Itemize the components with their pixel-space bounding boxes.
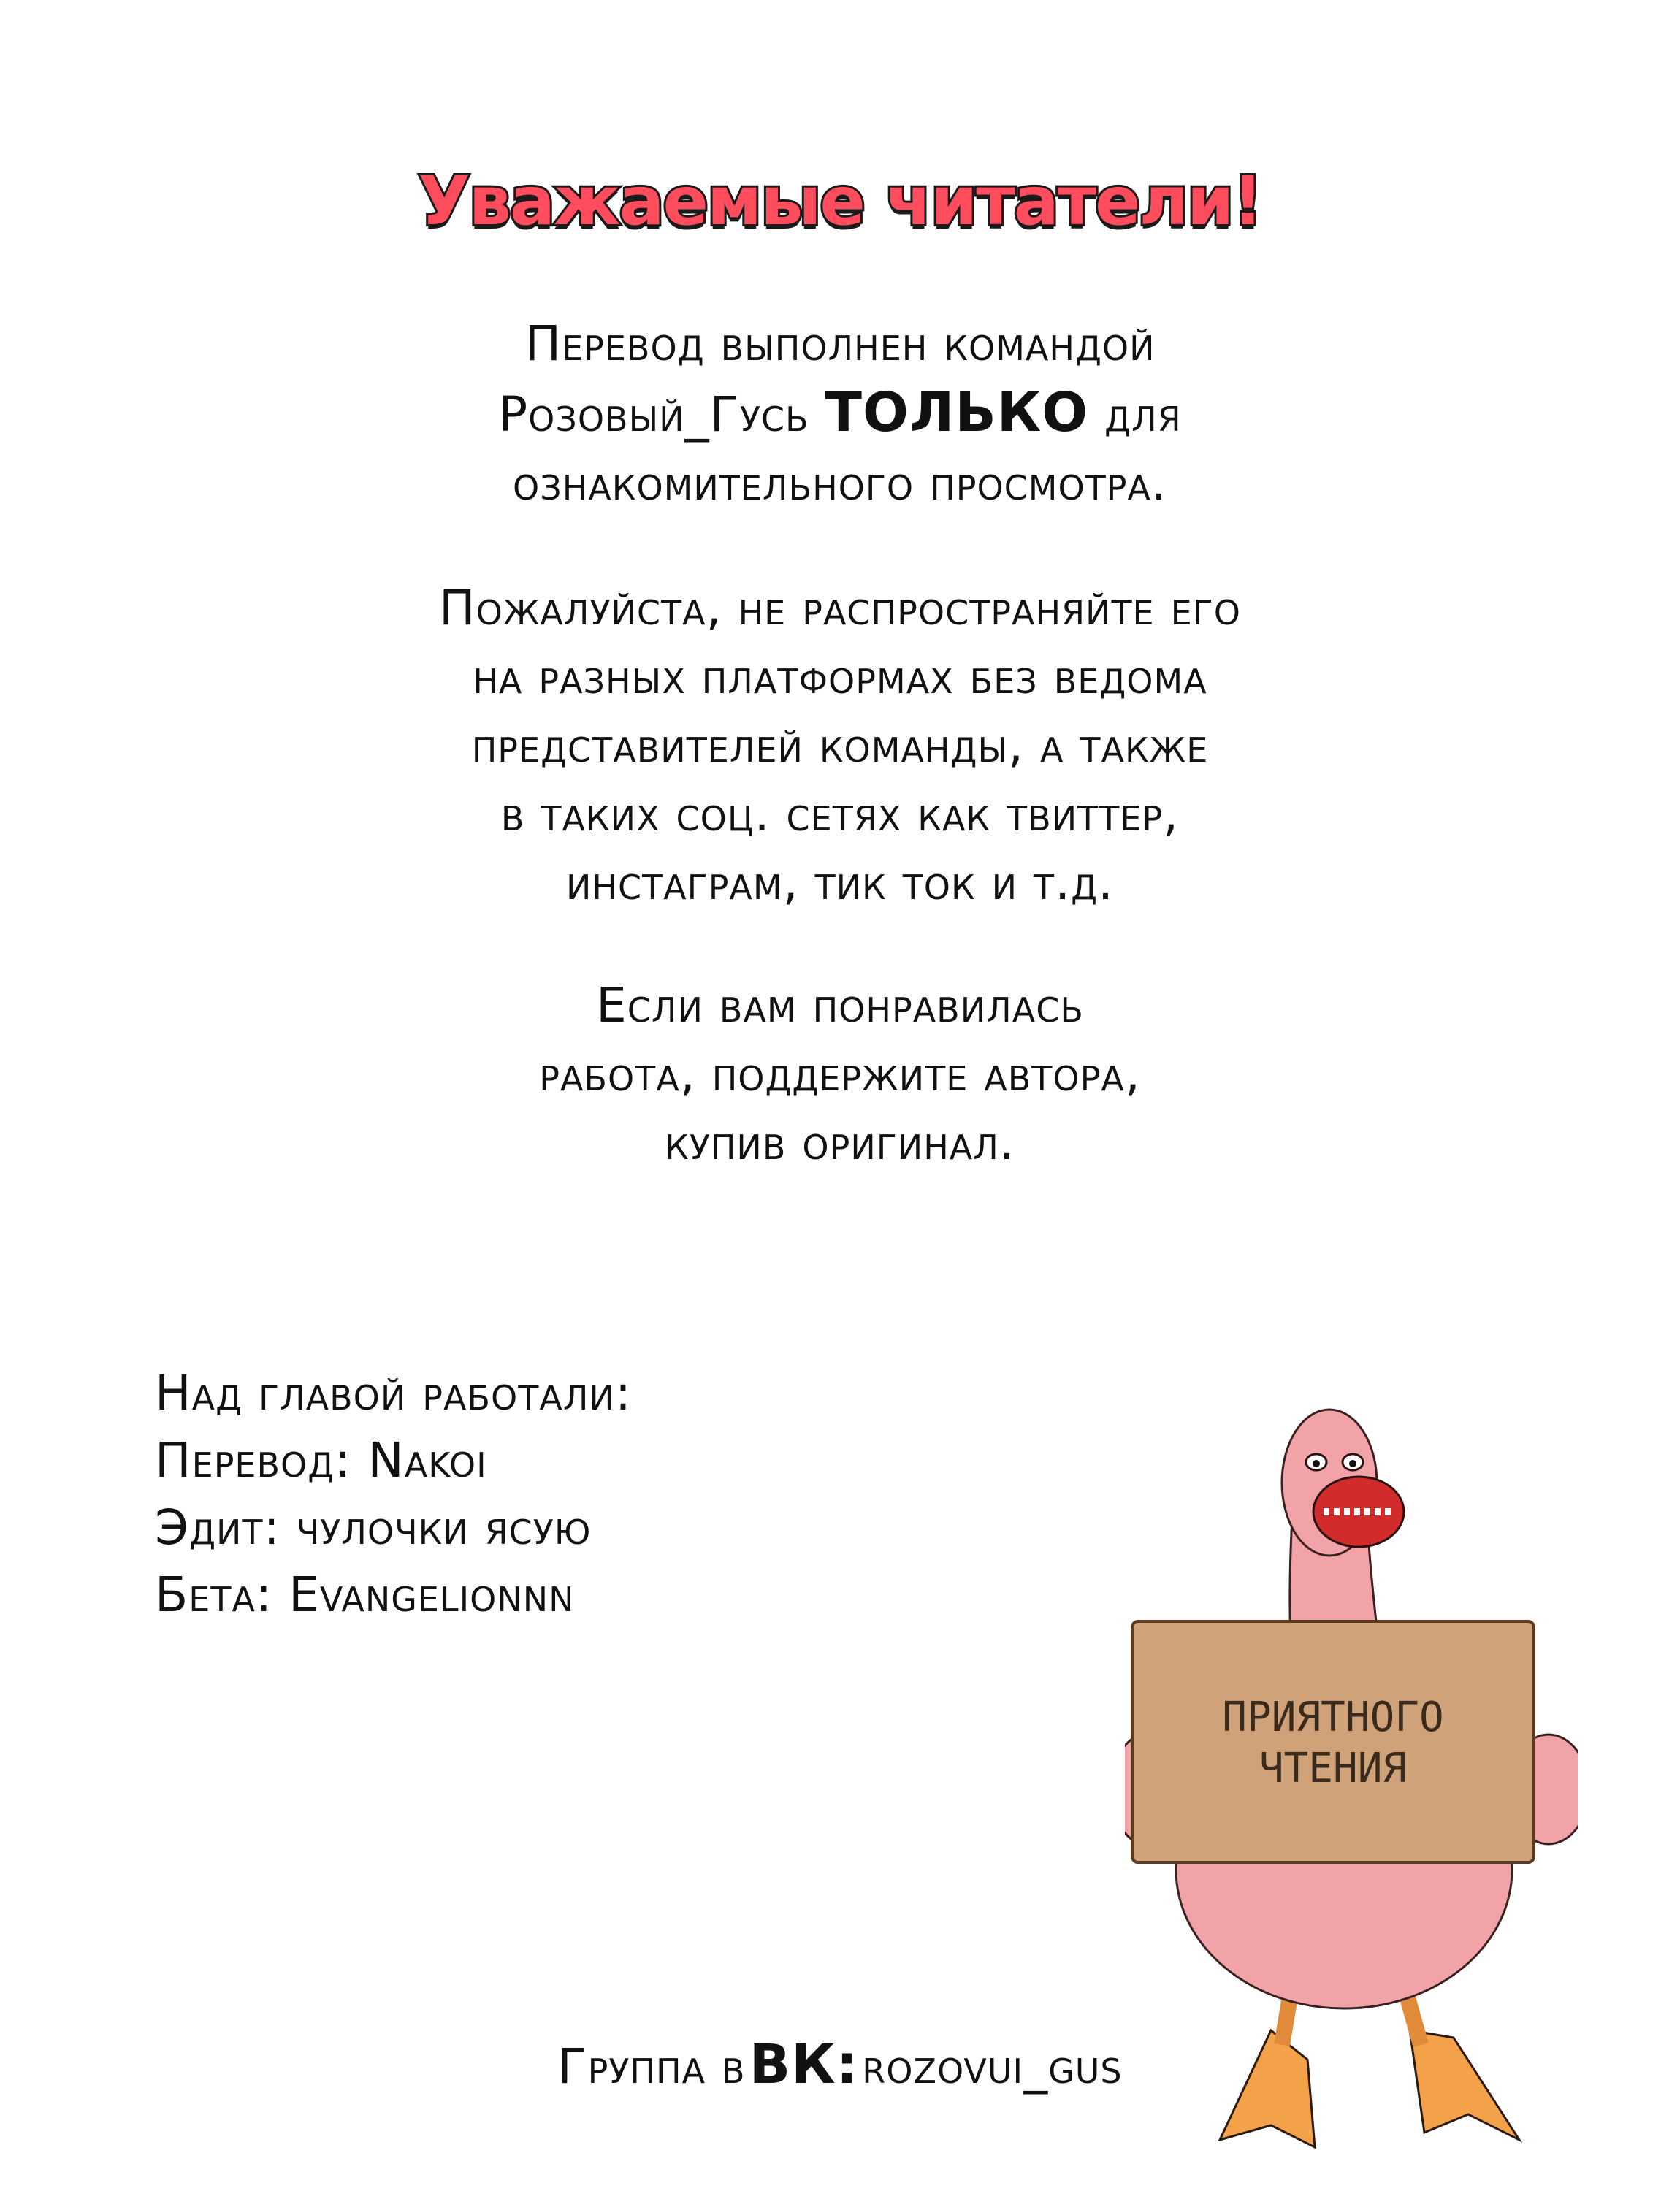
distribution-line-4: в таких соц. сетях как твиттер, [500, 786, 1180, 842]
distribution-line-1: Пожалуйста, не распространяйте его [439, 580, 1241, 636]
footer-network: ВК: [749, 2033, 859, 2096]
footer [0, 2030, 1680, 2101]
sign-line-2: ЧТЕНИЯ [1259, 1745, 1408, 1792]
footer-handle: rozovui_gus [862, 2038, 1123, 2095]
credits-beta: Бета: Evangelionnn [155, 1567, 575, 1623]
distribution-line-3: представителей команды, а также [471, 717, 1209, 773]
notice-line-1: Перевод выполнен командой [524, 316, 1156, 372]
credits-translation: Перевод: Nakoi [155, 1432, 487, 1488]
distribution-paragraph [0, 574, 1680, 917]
notice-line-3: ознакомительного просмотра. [513, 455, 1167, 511]
only-emphasis: ТОЛЬКО [825, 381, 1089, 444]
credits-heading: Над главой работали: [155, 1365, 633, 1421]
support-line-1: Если вам понравилась [596, 977, 1084, 1033]
distribution-line-5: инстаграм, тик ток и т.д. [565, 854, 1115, 911]
notice-line-2-end: для [1104, 386, 1182, 443]
support-line-3: купив оригинал. [665, 1114, 1015, 1171]
distribution-line-2: на разных платформах без ведома [473, 649, 1207, 705]
support-paragraph [0, 971, 1680, 1177]
notice-paragraph [0, 310, 1680, 518]
sign-board [1132, 1621, 1534, 1862]
credits-edit: Эдит: чулочки ясую [155, 1499, 592, 1556]
team-name: Розовый_Гусь [498, 386, 809, 443]
footer-label: Группа в [557, 2038, 746, 2095]
support-line-2: работа, поддержите автора, [539, 1046, 1141, 1102]
credits [155, 1360, 632, 1629]
page-title: Уважаемые читатели! [418, 162, 1262, 240]
notice-line-2 [0, 378, 1680, 449]
sign-line-1: ПРИЯТНОГО [1222, 1694, 1444, 1741]
